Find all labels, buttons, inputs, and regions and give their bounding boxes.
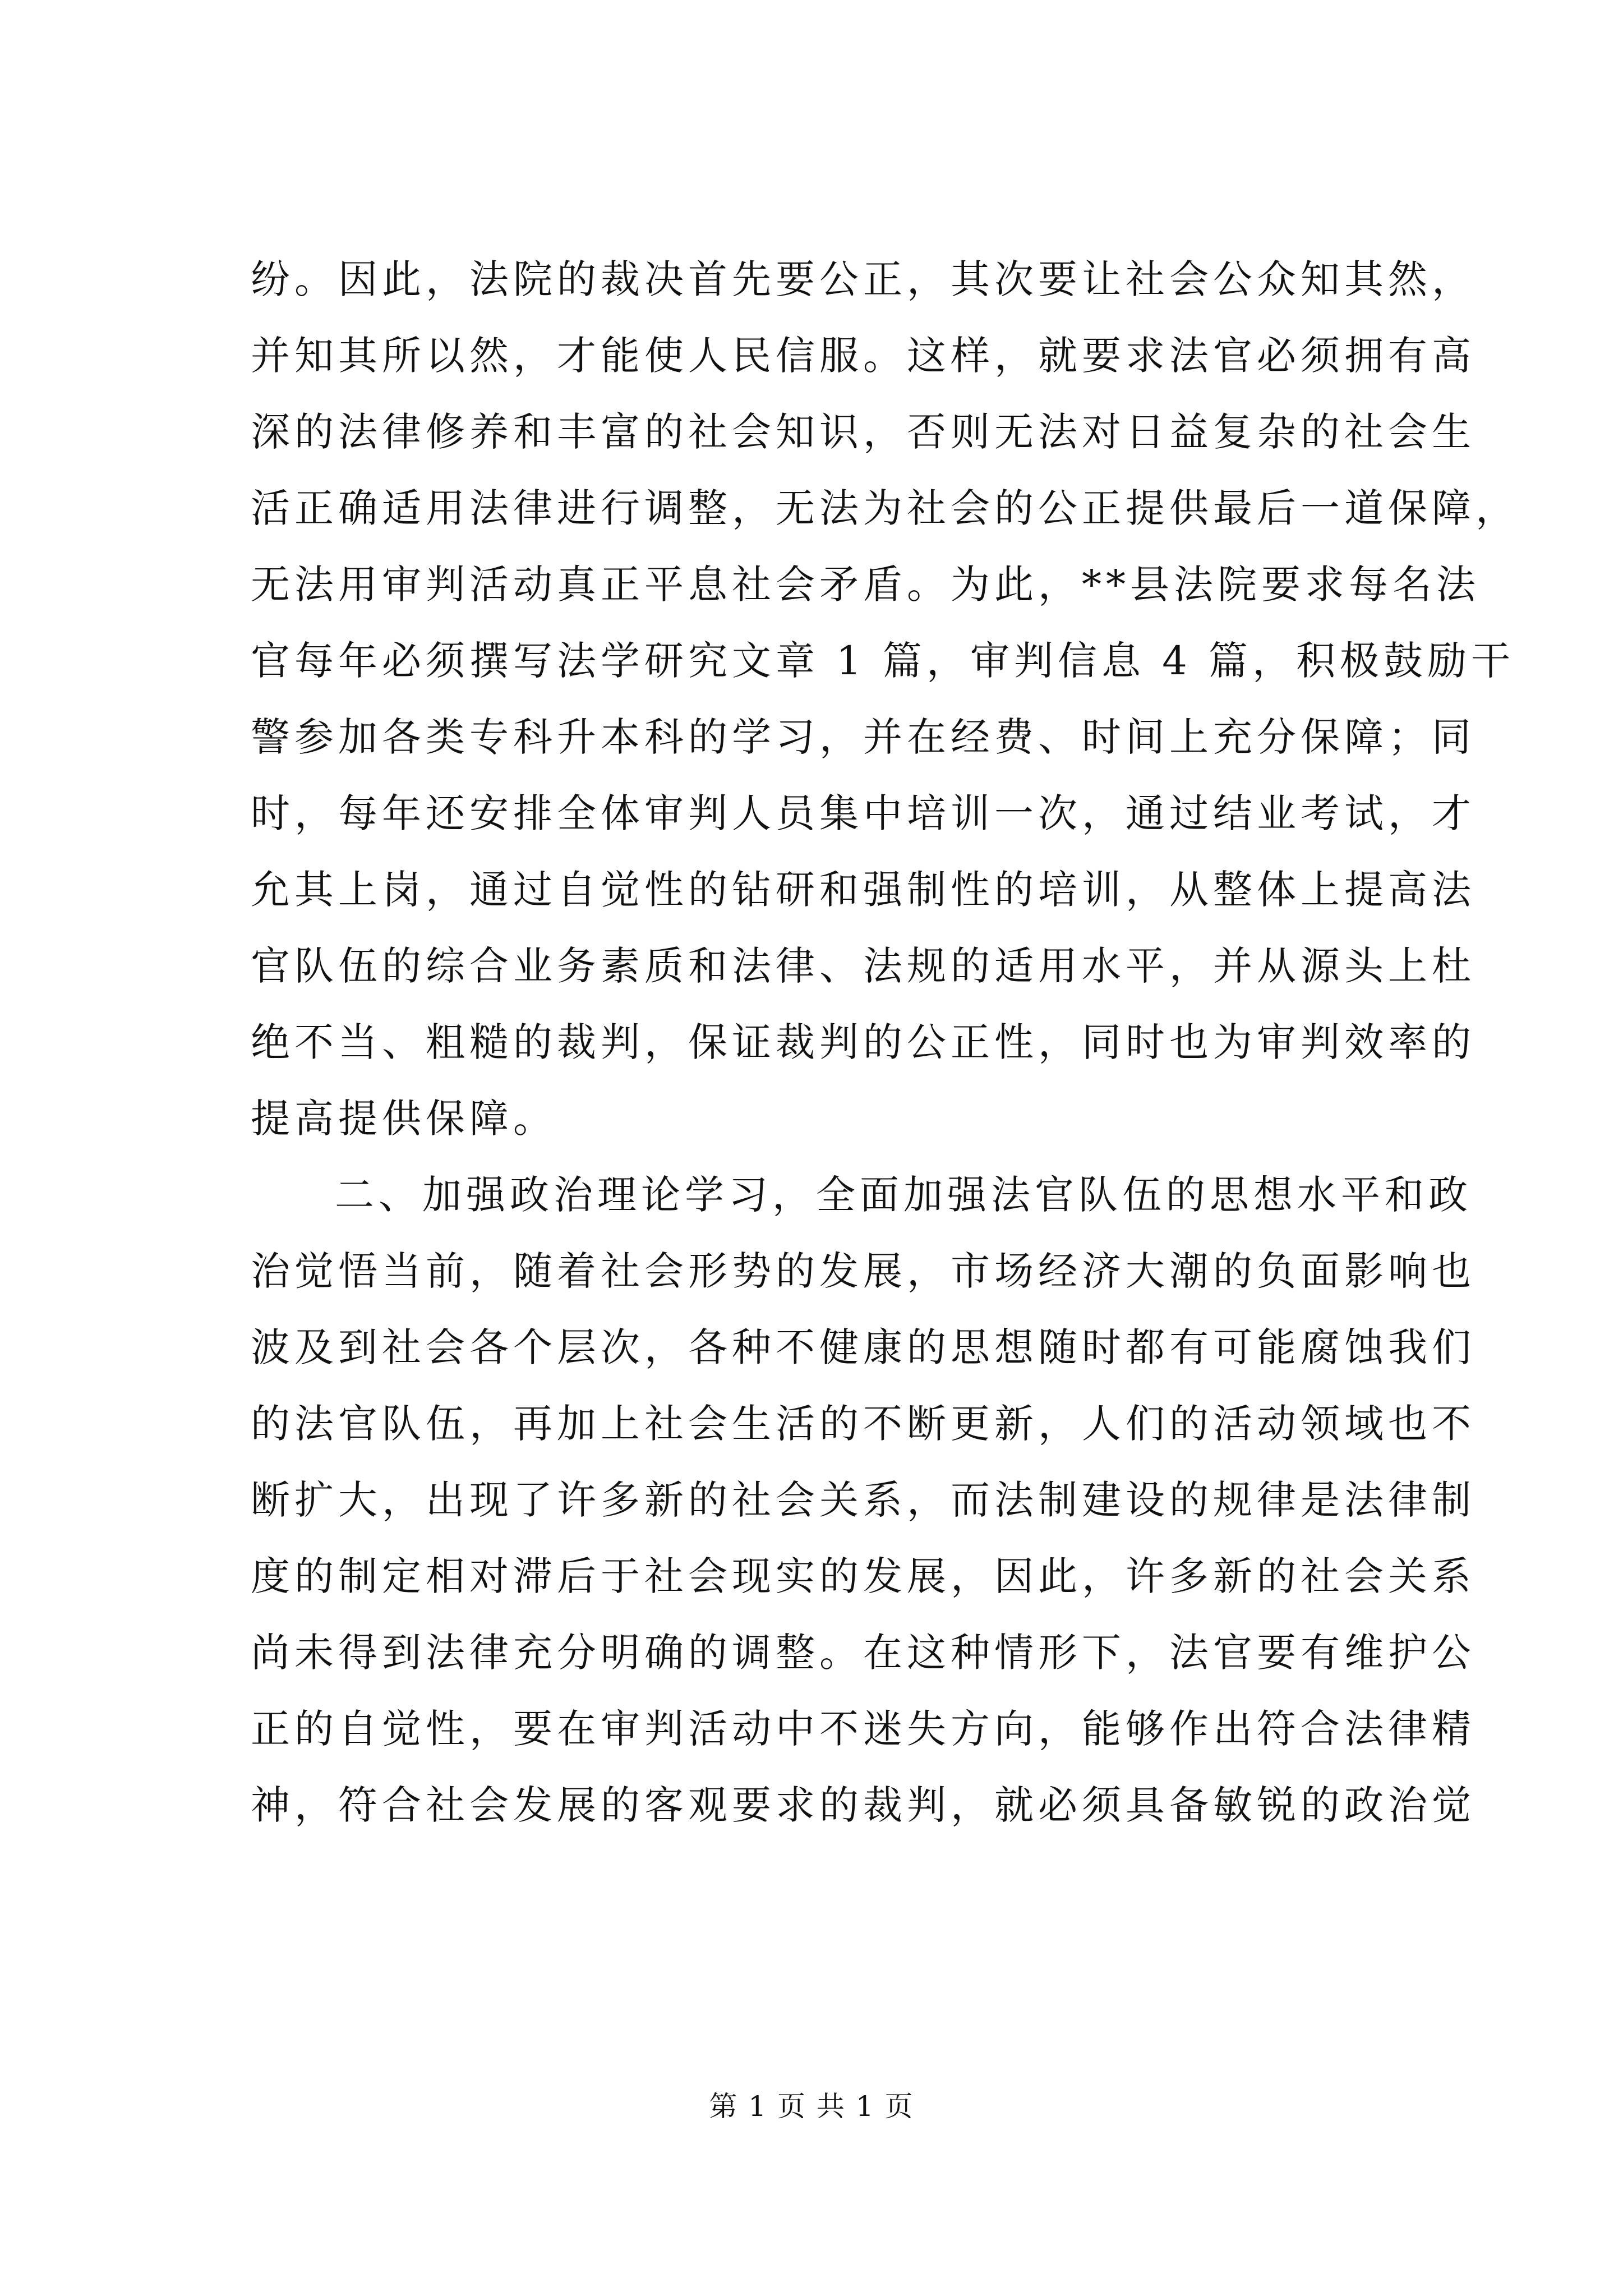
text-line: 二、加强政治理论学习，全面加强法官队伍的思想水平和政: [335, 1172, 1472, 1218]
document-body: [251, 241, 1519, 1843]
text-line: 绝不当、粗糙的裁判，保证裁判的公正性，同时也为审判效率的: [251, 1019, 1476, 1065]
text-line: 并知其所以然，才能使人民信服。这样，就要求法官必须拥有高: [251, 333, 1476, 379]
text-line: 提高提供保障。: [251, 1096, 557, 1142]
text-line: 活正确适用法律进行调整，无法为社会的公正提供最后一道保障，: [251, 485, 1519, 531]
text-line: 时，每年还安排全体审判人员集中培训一次，通过结业考试，才: [251, 790, 1476, 836]
paragraph-1: [251, 241, 1519, 1157]
text-line: 无法用审判活动真正平息社会矛盾。为此，**县法院要求每名法: [251, 562, 1480, 608]
text-line: 官每年必须撰写法学研究文章 1 篇，审判信息 4 篇，积极鼓励干: [251, 638, 1515, 684]
text-line: 尚未得到法律充分明确的调整。在这种情形下，法官要有维护公: [251, 1630, 1476, 1676]
text-line: 的法官队伍，再加上社会生活的不断更新，人们的活动领域也不: [251, 1401, 1476, 1447]
text-line: 治觉悟当前，随着社会形势的发展，市场经济大潮的负面影响也: [251, 1248, 1476, 1294]
text-line: 度的制定相对滞后于社会现实的发展，因此，许多新的社会关系: [251, 1553, 1476, 1599]
text-line: 官队伍的综合业务素质和法律、法规的适用水平，并从源头上杜: [251, 943, 1476, 989]
paragraph-2: [251, 1157, 1476, 1843]
text-line: 深的法律修养和丰富的社会知识，否则无法对日益复杂的社会生: [251, 409, 1476, 455]
text-line: 警参加各类专科升本科的学习，并在经费、时间上充分保障；同: [251, 714, 1476, 760]
text-line: 允其上岗，通过自觉性的钻研和强制性的培训，从整体上提高法: [251, 867, 1476, 913]
text-line: 波及到社会各个层次，各种不健康的思想随时都有可能腐蚀我们: [251, 1324, 1476, 1370]
text-line: 正的自觉性，要在审判活动中不迷失方向，能够作出符合法律精: [251, 1706, 1476, 1752]
text-line: 纷。因此，法院的裁决首先要公正，其次要让社会公众知其然，: [251, 256, 1476, 302]
text-line: 神，符合社会发展的客观要求的裁判，就必须具备敏锐的政治觉: [251, 1782, 1476, 1828]
page-number: 第 1 页 共 1 页: [709, 2090, 914, 2123]
text-line: 断扩大，出现了许多新的社会关系，而法制建设的规律是法律制: [251, 1477, 1476, 1523]
